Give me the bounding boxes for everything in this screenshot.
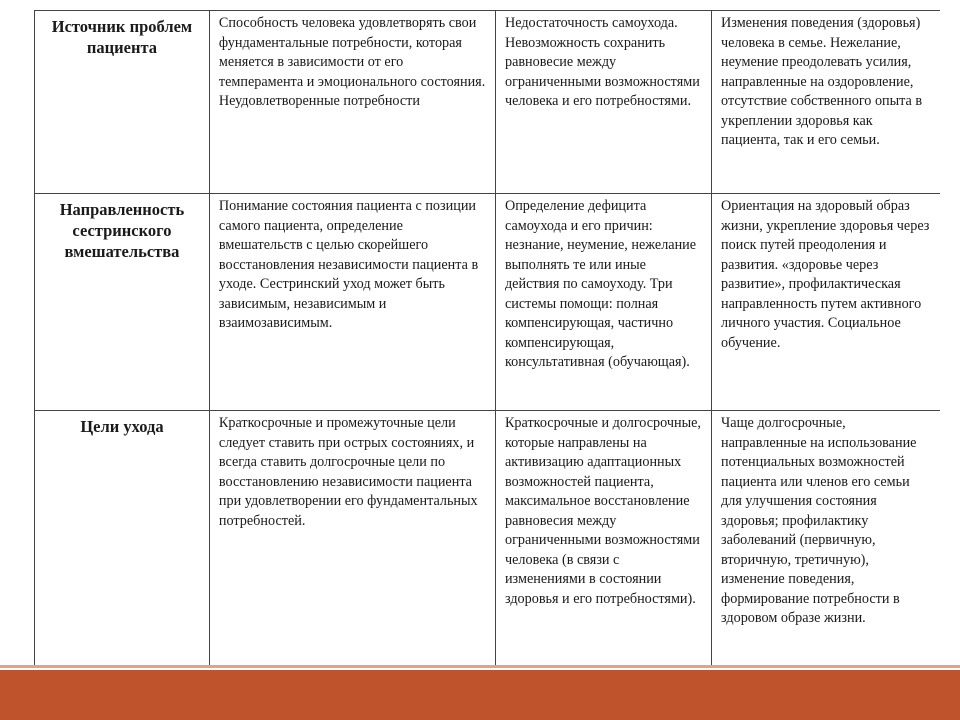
table-row	[35, 11, 941, 194]
footer-band	[0, 670, 960, 720]
row-header: Направленность сестринского вмешательства	[35, 194, 210, 411]
table-cell: Изменения поведения (здоровья) человека в семье. Нежелание, неумение преодолевать усилия, направленные на оздоровление, отсутствие собственного опыта в укреплении здоровья как пациента, так и его семьи.	[712, 11, 940, 194]
table-cell: Определение дефицита самоухода и его причин: незнание, неумение, нежелание выполнять те или иные действия по самоуходу. Три системы помощи: полная компенсирующая, частично компенсирующая, консультативная (обучающая).	[495, 194, 711, 411]
table-cell: Краткосрочные и промежуточные цели следует ставить при острых состояниях, и всегда ставить долгосрочные цели по восстановлению независимости пациента при удовлетворении его фундаментальных потребностей.	[209, 411, 495, 666]
footer-accent-line	[0, 665, 960, 668]
table-row	[35, 194, 941, 411]
table-row	[35, 411, 941, 666]
table-cell: Понимание состояния пациента с позиции самого пациента, определение вмешательств с целью скорейшего восстановления независимости пациента в уходе. Сестринский уход может быть зависимым, независимым и взаимозависимым.	[209, 194, 495, 411]
row-header: Источник проблем пациента	[35, 11, 210, 194]
table-cell: Краткосрочные и долгосрочные, которые направлены на активизацию адаптационных возможностей пациента, максимальное восстановление равновесия между ограниченными возможностями человека (в связи с изменениями в состоянии здоровья и его потребностями).	[495, 411, 711, 666]
table-cell: Ориентация на здоровый образ жизни, укрепление здоровья через поиск путей преодоления и развития. «здоровье через развитие», профилактическая направленность путем активного личного участия. Социальное обучение.	[712, 194, 940, 411]
nursing-models-table	[34, 10, 940, 666]
table-cell: Способность человека удовлетворять свои фундаментальные потребности, которая меняется в зависимости от его темперамента и эмоционального состояния. Неудовлетворенные потребности	[209, 11, 495, 194]
row-header: Цели ухода	[35, 411, 210, 666]
table-cell: Чаще долгосрочные, направленные на использование потенциальных возможностей пациента или членов его семьи для улучшения состояния здоровья; профилактику заболеваний (первичную, вторичную, третичную), изменение поведения, формирование потребности в здоровом образе жизни.	[712, 411, 940, 666]
table-cell: Недостаточность самоухода. Невозможность сохранить равновесие между ограниченными возможностями человека и его потребностями.	[495, 11, 711, 194]
